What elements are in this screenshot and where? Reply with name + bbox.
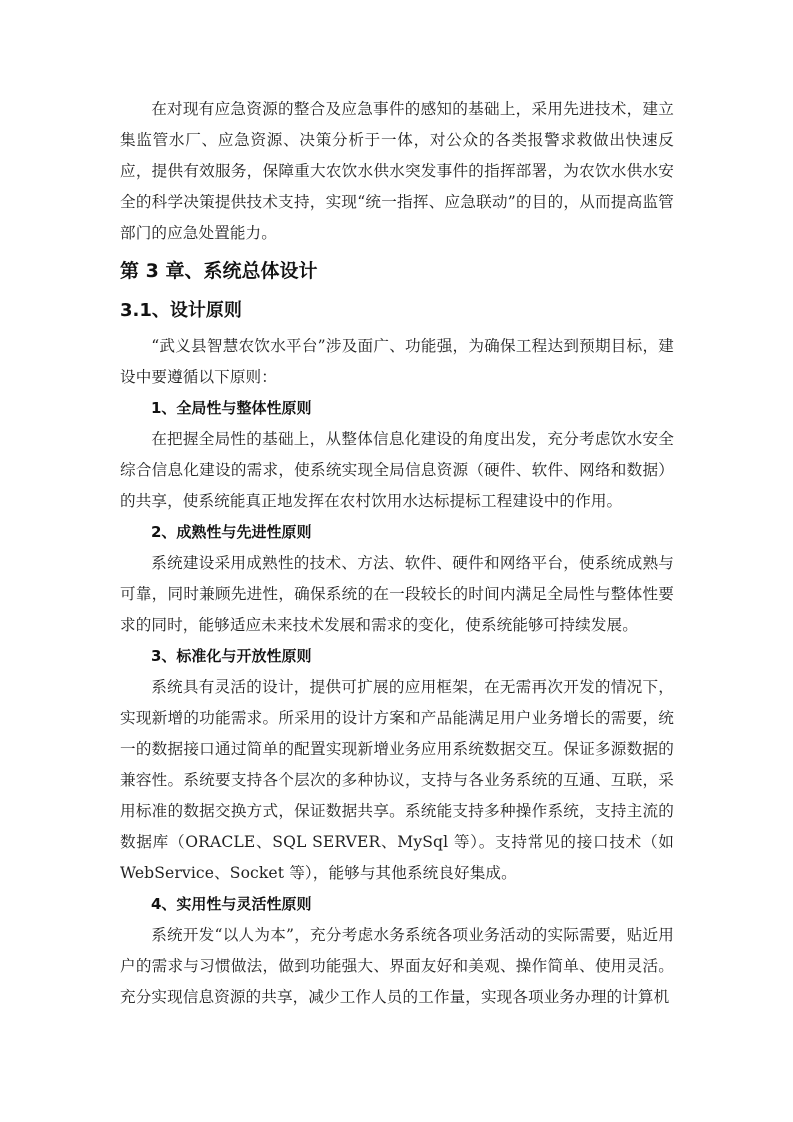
- intro-paragraph: 在对现有应急资源的整合及应急事件的感知的基础上，采用先进技术，建立集监管水厂、应急资源、决策分析于一体，对公众的各类报警求救做出快速反应，提供有效服务，保障重大农饮水供水突发事件的指挥部署，为农饮水供水安全的科学决策提供技术支持，实现“统一指挥、应急联动”的目的，从而提高监管部门的应急处置能力。: [120, 100, 674, 242]
- principle-body: 系统开发“以人为本”，充分考虑水务系统各项业务活动的实际需要，贴近用户的需求与习惯做法，做到功能强大、界面友好和美观、操作简单、使用灵活。充分实现信息资源的共享，减少工作人员的工作量，实现各项业务办理的计算机: [120, 926, 674, 1006]
- chapter-heading: 第 3 章、系统总体设计: [120, 260, 318, 282]
- principle-title: 2、成熟性与先进性原则: [151, 523, 312, 541]
- principle-standardization: [120, 641, 674, 889]
- principle-title: 4、实用性与灵活性原则: [151, 895, 312, 913]
- principle-body: 在把握全局性的基础上，从整体信息化建设的角度出发，充分考虑饮水安全综合信息化建设的需求，使系统实现全局信息资源（硬件、软件、网络和数据）的共享，使系统能真正地发挥在农村饮用水达标提标工程建设中的作用。: [120, 430, 674, 510]
- document-page: [120, 94, 674, 1013]
- principle-title: 3、标准化与开放性原则: [151, 647, 312, 665]
- section-heading: 3.1、设计原则: [120, 300, 242, 321]
- principle-maturity: [120, 517, 674, 641]
- principle-global: [120, 393, 674, 517]
- principle-practicality: [120, 889, 674, 1013]
- principle-body: 系统具有灵活的设计，提供可扩展的应用框架，在无需再次开发的情况下，实现新增的功能需求。所采用的设计方案和产品能满足用户业务增长的需要，统一的数据接口通过简单的配置实现新增业务应用系统数据交互。保证多源数据的兼容性。系统要支持各个层次的多种协议，支持与各业务系统的互通、互联，采用标准的数据交换方式，保证数据共享。系统能支持多种操作系统，支持主流的数据库（ORACLE、SQL SERVER、MySql 等）。支持常见的接口技术（如 WebService、Socket 等），能够与其他系统良好集成。: [120, 678, 674, 882]
- principle-body: 系统建设采用成熟性的技术、方法、软件、硬件和网络平台，使系统成熟与可靠，同时兼顾先进性，确保系统的在一段较长的时间内满足全局性与整体性要求的同时，能够适应未来技术发展和需求的变化，使系统能够可持续发展。: [120, 554, 674, 634]
- section-intro-paragraph: “武义县智慧农饮水平台”涉及面广、功能强，为确保工程达到预期目标，建设中要遵循以下原则：: [120, 337, 674, 386]
- principle-title: 1、全局性与整体性原则: [151, 399, 312, 417]
